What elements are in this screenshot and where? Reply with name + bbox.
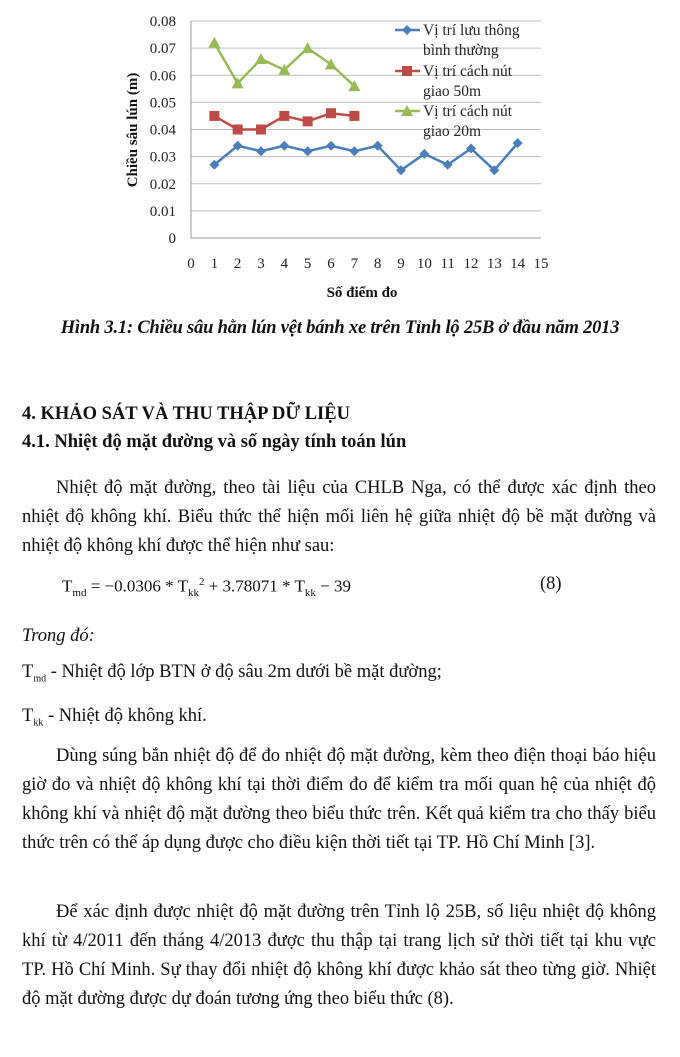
y-tick-label: 0	[168, 231, 176, 247]
definition-text: - Nhiệt độ không khí.	[43, 706, 207, 726]
triangle-marker-icon	[255, 53, 267, 64]
definition-tkk	[22, 706, 207, 729]
definition-tmd	[22, 662, 442, 685]
definition-subscript: md	[33, 673, 47, 685]
x-tick-label: 1	[210, 256, 219, 272]
square-marker-icon	[349, 111, 359, 121]
x-tick-label: 2	[233, 256, 242, 272]
definition-text: - Nhiệt độ lớp BTN ở độ sâu 2m dưới bề mặt đường;	[46, 662, 442, 682]
x-tick-label: 5	[303, 256, 312, 272]
rut-depth-chart	[0, 0, 680, 305]
x-tick-label: 7	[350, 256, 359, 272]
formula-subscript: kk	[304, 587, 316, 600]
legend-label: Vị trí lưu thông	[423, 22, 520, 39]
square-marker-icon	[303, 116, 313, 126]
y-tick-label: 0.03	[149, 149, 176, 166]
subsection-heading: 4.1. Nhiệt độ mặt đường và số ngày tính toán lún	[22, 432, 407, 452]
y-tick-label: 0.02	[149, 176, 176, 193]
line-chart	[0, 0, 680, 305]
definition-symbol: T	[22, 662, 34, 682]
diamond-marker-icon	[303, 146, 313, 156]
x-tick-label: 6	[327, 256, 335, 272]
formula-term: + 3.78071 * T	[204, 576, 305, 596]
x-tick-label: 10	[416, 256, 432, 272]
diamond-marker-icon	[349, 146, 359, 156]
x-axis-title: Số điểm đo	[326, 285, 398, 301]
legend-label: Vị trí cách nút	[423, 63, 513, 80]
x-tick-label: 12	[463, 256, 479, 272]
y-tick-label: 0.01	[149, 203, 176, 220]
x-tick-label: 8	[373, 256, 382, 272]
definition-symbol: T	[22, 706, 34, 726]
legend-label: giao 50m	[423, 83, 482, 100]
y-axis-title: Chiều sâu lún (m)	[125, 72, 141, 188]
paragraph-2: Dùng súng bắn nhiệt độ để đo nhiệt độ mặt đường, kèm theo điện thoại báo hiệu giờ đo và nhiệt độ không khí tại thời điểm đo để kiểm tra mối quan hệ của nhiệt độ không khí và nhiệt độ mặt đường theo biểu thức trên. Kết quả kiểm tra cho thấy biểu thức trên có thể áp dụng được cho điều kiện thời tiết tại TP. Hồ Chí Minh [3].	[22, 746, 656, 853]
paragraph-1: Nhiệt độ mặt đường, theo tài liệu của CHLB Nga, có thể được xác định theo nhiệt độ không khí. Biểu thức thể hiện mối liên hệ giữa nhiệt độ bề mặt đường và nhiệt độ không khí được thể hiện như sau:	[22, 478, 656, 556]
x-tick-label: 14	[510, 256, 526, 272]
legend-label: giao 20m	[423, 123, 482, 140]
diamond-marker-icon	[326, 141, 336, 151]
square-marker-icon	[326, 108, 336, 118]
square-marker-icon	[233, 125, 243, 135]
square-marker-icon	[256, 125, 266, 135]
section-heading: 4. KHẢO SÁT VÀ THU THẬP DỮ LIỆU	[22, 404, 350, 424]
x-tick-label: 3	[257, 256, 265, 272]
x-tick-label: 0	[187, 256, 195, 272]
figure-caption: Hình 3.1: Chiều sâu hằn lún vệt bánh xe trên Tỉnh lộ 25B ở đầu năm 2013	[60, 318, 620, 338]
y-tick-label: 0.04	[149, 122, 176, 139]
formula-superscript: 2	[198, 576, 205, 588]
diamond-marker-icon	[279, 141, 289, 151]
triangle-marker-icon	[208, 37, 220, 48]
formula-term: − 39	[315, 576, 351, 596]
y-tick-label: 0.08	[149, 14, 176, 30]
equation-number: (8)	[540, 574, 562, 594]
formula-subscript: md	[72, 587, 87, 600]
formula-subscript: kk	[187, 587, 199, 600]
square-marker-icon	[279, 111, 289, 121]
x-tick-label: 13	[486, 256, 502, 272]
x-tick-label: 9	[397, 256, 405, 272]
y-tick-label: 0.06	[149, 68, 176, 85]
y-tick-label: 0.07	[149, 41, 176, 58]
paragraph-3: Để xác định được nhiệt độ mặt đường trên Tỉnh lộ 25B, số liệu nhiệt độ không khí từ 4/2011 đến tháng 4/2013 được thu thập tại trang lịch sử thời tiết tại khu vực TP. Hồ Chí Minh. Sự thay đổi nhiệt độ không khí được khảo sát theo từng giờ. Nhiệt độ mặt đường được dự đoán tương ứng theo biểu thức (8).	[22, 902, 656, 1009]
diamond-marker-icon	[256, 146, 266, 156]
diamond-marker-icon	[402, 25, 412, 35]
legend-label: bình thường	[423, 42, 499, 59]
square-marker-icon	[402, 66, 412, 76]
square-marker-icon	[209, 111, 219, 121]
formula-term: = −0.0306 * T	[86, 576, 188, 596]
formula-symbol: T	[62, 576, 73, 596]
where-label: Trong đó:	[22, 626, 95, 646]
x-tick-label: 15	[533, 256, 549, 272]
definition-subscript: kk	[33, 717, 44, 729]
y-tick-label: 0.05	[149, 95, 176, 112]
x-tick-label: 4	[280, 256, 289, 272]
x-tick-label: 11	[440, 256, 455, 272]
legend-label: Vị trí cách nút	[423, 103, 513, 120]
equation	[62, 576, 351, 599]
